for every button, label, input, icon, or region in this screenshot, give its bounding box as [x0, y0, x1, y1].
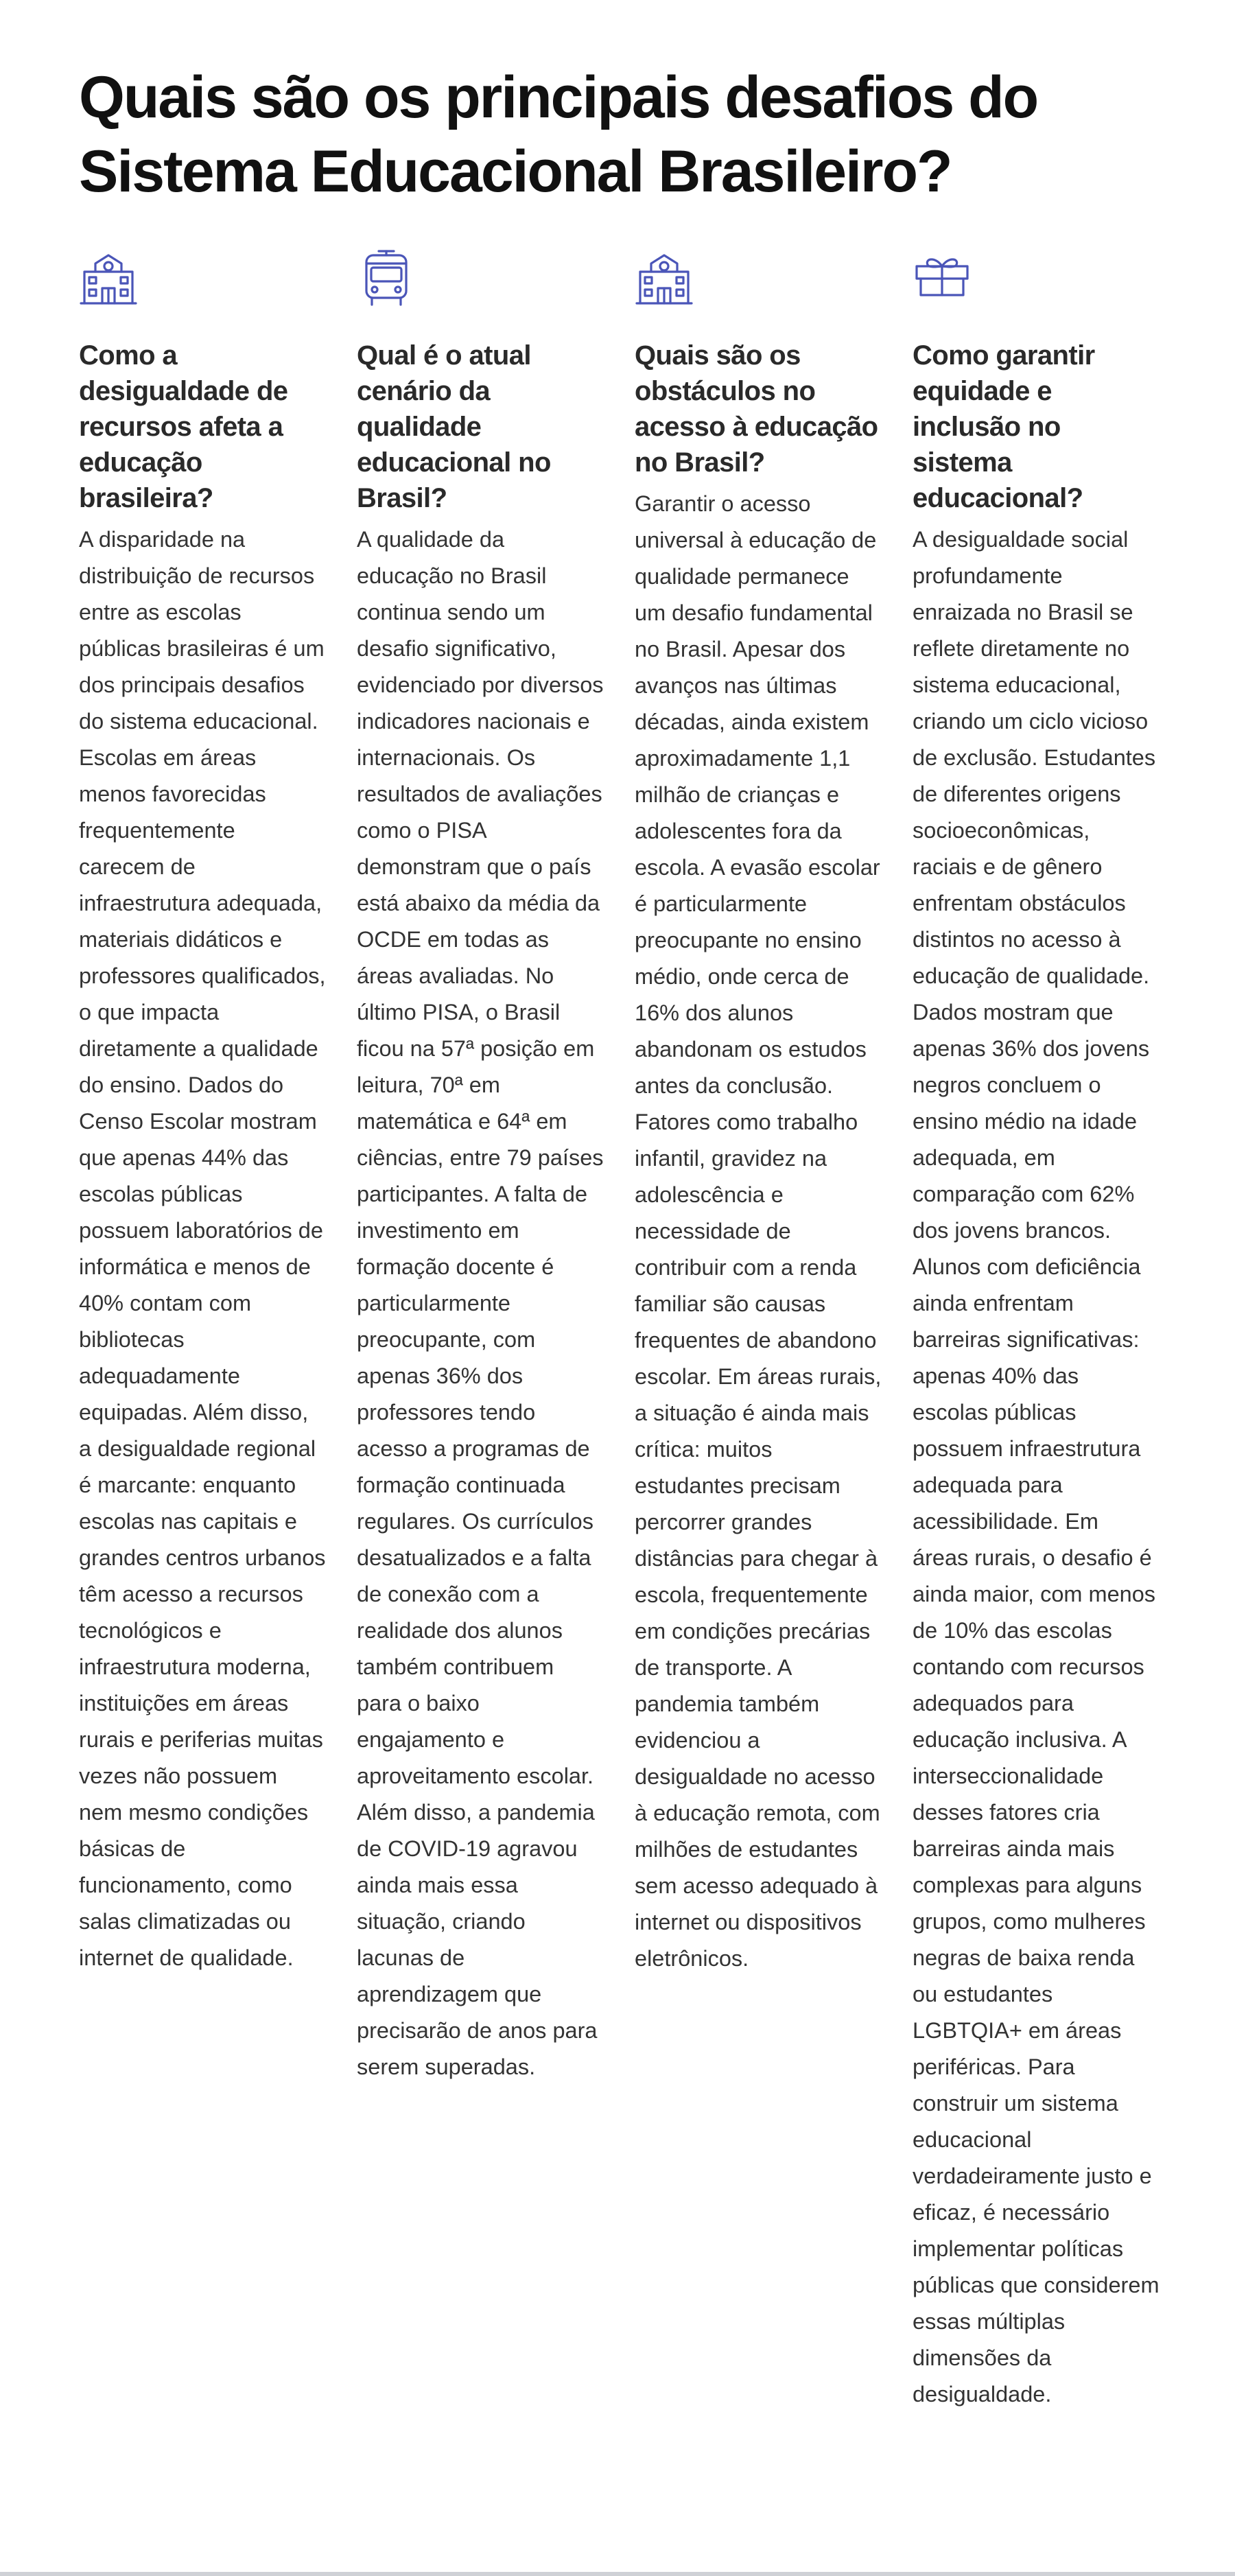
bottom-divider — [0, 2572, 1235, 2576]
feature-column-equity — [913, 248, 1160, 2413]
column-body: A desigualdade social profundamente enraizada no Brasil se reflete diretamente no sistema educacional, criando um ciclo vicioso de exclusão. Estudantes de diferentes origens socioeconômicas, raciais e de gênero enfrentam obstáculos distintos no acesso à educação de qualidade. Dados mostram que apenas 36% dos jovens negros concluem o ensino médio na idade adequada, em comparação com 62% dos jovens brancos. Alunos com deficiência ainda enfrentam barreiras significativas: apenas 40% das escolas públicas possuem infraestrutura adequada para acessibilidade. Em áreas rurais, o desafio é ainda maior, com menos de 10% das escolas contando com recursos adequados para educação inclusiva. A interseccionalidade desses fatores cria barreiras ainda mais complexas para alguns grupos, como mulheres negras de baixa renda ou estudantes LGBTQIA+ em áreas periféricas. Para construir um sistema educacional verdadeiramente justo e eficaz, é necessário implementar políticas públicas que considerem essas múltiplas dimensões da desigualdade. — [913, 527, 1160, 2407]
column-heading: Como a desigualdade de recursos afeta a educação brasileira? — [79, 340, 288, 513]
school-icon — [79, 248, 138, 307]
column-body: A qualidade da educação no Brasil continua sendo um desafio significativo, evidenciado por diversos indicadores nacionais e internacionais. Os resultados de avaliações como o PISA demonstram que o país está abaixo da média da OCDE em todas as áreas avaliadas. No último PISA, o Brasil ficou na 57ª posição em leitura, 70ª em matemática e 64ª em ciências, entre 79 países participantes. A falta de investimento em formação docente é particularmente preocupante, com apenas 36% dos professores tendo acesso a programas de formação continuada regulares. Os currículos desatualizados e a falta de conexão com a realidade dos alunos também contribuem para o baixo engajamento e aproveitamento escolar. Além disso, a pandemia de COVID-19 agravou ainda mais essa situação, criando lacunas de aprendizagem que precisarão de anos para serem superadas. — [357, 527, 604, 2079]
page-title: Quais são os principais desafios do Sistema Educacional Brasileiro? — [79, 65, 1038, 204]
column-heading: Quais são os obstáculos no acesso à educação no Brasil? — [635, 340, 878, 478]
feature-column-quality — [357, 248, 604, 2085]
column-heading: Qual é o atual cenário da qualidade educacional no Brasil? — [357, 340, 551, 513]
column-heading: Como garantir equidade e inclusão no sistema educacional? — [913, 340, 1095, 513]
school-icon — [635, 248, 694, 307]
feature-column-access — [635, 248, 882, 1977]
feature-column-resources — [79, 248, 326, 1976]
column-body: A disparidade na distribuição de recursos entre as escolas públicas brasileiras é um dos principais desafios do sistema educacional. Escolas em áreas menos favorecidas frequentemente carecem de infraestrutura adequada, materiais didáticos e professores qualificados, o que impacta diretamente a qualidade do ensino. Dados do Censo Escolar mostram que apenas 44% das escolas públicas possuem laboratórios de informática e menos de 40% contam com bibliotecas adequadamente equipadas. Além disso, a desigualdade regional é marcante: enquanto escolas nas capitais e grandes centros urbanos têm acesso a recursos tecnológicos e infraestrutura moderna, instituições em áreas rurais e periferias muitas vezes não possuem nem mesmo condições básicas de funcionamento, como salas climatizadas ou internet de qualidade. — [79, 527, 326, 1970]
bus-icon — [357, 248, 416, 307]
gift-icon — [913, 248, 972, 307]
column-body: Garantir o acesso universal à educação de qualidade permanece um desafio fundamental no Brasil. Apesar dos avanços nas últimas décadas, ainda existem aproximadamente 1,1 milhão de crianças e adolescentes fora da escola. A evasão escolar é particularmente preocupante no ensino médio, onde cerca de 16% dos alunos abandonam os estudos antes da conclusão. Fatores como trabalho infantil, gravidez na adolescência e necessidade de contribuir com a renda familiar são causas frequentes de abandono escolar. Em áreas rurais, a situação é ainda mais crítica: muitos estudantes precisam percorrer grandes distâncias para chegar à escola, frequentemente em condições precárias de transporte. A pandemia também evidenciou a desigualdade no acesso à educação remota, com milhões de estudantes sem acesso adequado à internet ou dispositivos eletrônicos. — [635, 491, 882, 1971]
